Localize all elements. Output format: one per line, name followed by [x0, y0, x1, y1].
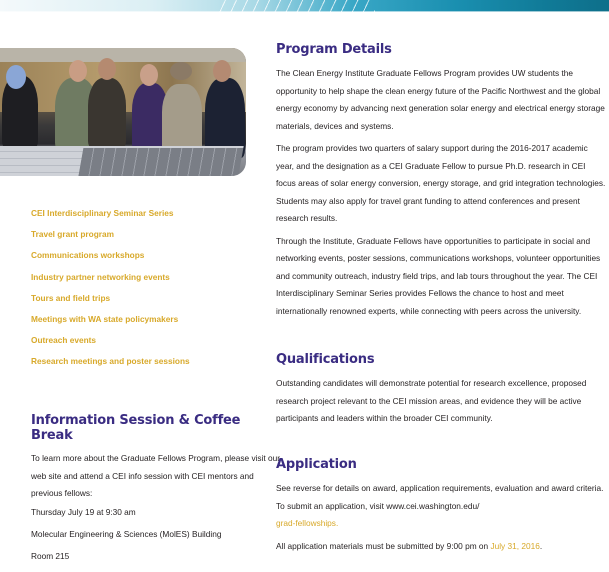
deadline-prefix: All application materials must be submitted by 9:00 pm on — [276, 540, 491, 551]
program-features-list — [31, 207, 190, 377]
feature-item: Industry partner networking events — [31, 271, 170, 282]
application-deadline — [276, 538, 606, 556]
students-solar-panel-photo — [0, 48, 246, 176]
qualifications-heading: Qualifications — [276, 352, 375, 367]
photo-person-head — [213, 60, 231, 82]
application-instructions-text: See reverse for details on award, application requirements, evaluation and award criteria. To submit an application, visit www.cei.washington.edu/ — [276, 483, 604, 511]
photo-person-head — [6, 65, 26, 89]
header-banner — [0, 0, 609, 12]
application-heading: Application — [276, 457, 357, 472]
feature-item: Communications workshops — [31, 250, 145, 261]
photo-person-head — [98, 58, 116, 80]
feature-item: Tours and field trips — [31, 292, 111, 303]
deadline-date: July 31, 2016 — [490, 540, 540, 551]
photo-person — [162, 84, 202, 154]
photo-person-head — [69, 60, 87, 82]
info-session-intro: To learn more about the Graduate Fellows Program, please visit our web site and attend a CEI info session with CEI mentors and previous fellows: — [31, 453, 281, 498]
info-session-heading: Information Session & Coffee Break — [31, 413, 241, 443]
program-details-section — [276, 42, 606, 325]
program-details-paragraph: The program provides two quarters of salary support during the 2016-2017 academic year, and the designation as a CEI Graduate Fellow to pursue Ph.D. research in CEI focus areas of solar energy conversion, energy storage, and grid integration technologies. Students may also apply for travel grant funding to attend conferences and present research results. — [276, 143, 606, 223]
photo-person — [88, 78, 126, 148]
qualifications-text: Outstanding candidates will demonstrate potential for research excellence, proposed research project relevant to the CEI mission areas, and evidence they will be active participants and leaders within the broader CEI community. — [276, 378, 587, 423]
feature-item: Travel grant program — [31, 229, 114, 240]
program-details-paragraph: Through the Institute, Graduate Fellows have opportunities to participate in social and networking events, poster sessions, communications workshops, volunteer opportunities and community outreach, industry field trips, and lab tours throughout the year. The CEI Interdisciplinary Seminar Series provides Fellows the chance to host and meet internationally renowned experts, while connecting with peers across the university. — [276, 235, 601, 316]
feature-item: Meetings with WA state policymakers — [31, 313, 179, 324]
banner-edge — [0, 11, 609, 12]
application-instructions — [276, 480, 606, 533]
qualifications-section — [276, 352, 606, 433]
photo-person-head — [170, 62, 192, 80]
feature-item: Outreach events — [31, 335, 97, 346]
info-session-section — [31, 413, 281, 572]
info-session-room: Room 215 — [31, 550, 70, 561]
photo-ceiling — [0, 48, 246, 62]
info-session-location: Molecular Engineering & Sciences (MolES) Building — [31, 528, 222, 539]
application-section — [276, 457, 606, 560]
program-details-heading: Program Details — [276, 42, 392, 57]
application-link[interactable]: grad-fellowships. — [276, 518, 339, 528]
info-session-date: Thursday July 19 at 9:30 am — [31, 506, 136, 517]
deadline-suffix: . — [539, 540, 543, 551]
feature-item: Research meetings and poster sessions — [31, 356, 190, 367]
solar-panel — [76, 146, 243, 176]
photo-person-head — [140, 64, 158, 86]
feature-item: CEI Interdisciplinary Seminar Series — [31, 208, 174, 218]
program-details-paragraph: The Clean Energy Institute Graduate Fellows Program provides UW students the opportunity to help shape the clean energy future of the Pacific Northwest and the global energy economy by advancing next generation solar energy and electrical energy storage materials, devices and systems. — [276, 68, 605, 131]
